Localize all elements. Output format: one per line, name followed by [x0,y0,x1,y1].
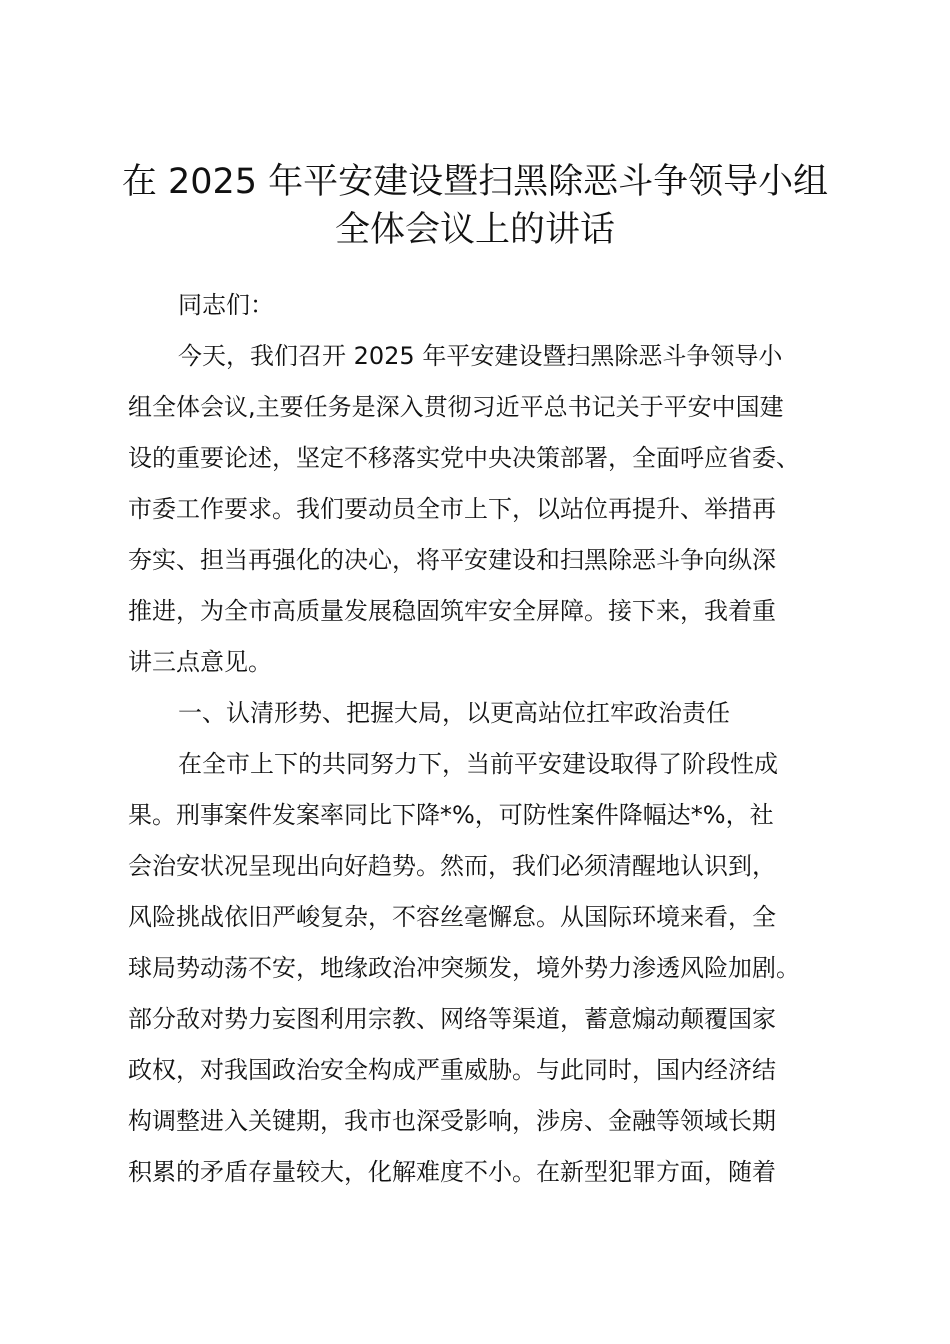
paragraph2-line: 果。刑事案件发案率同比下降*%，可防性案件降幅达*%，社 [128,801,774,829]
paragraph1-line: 今天，我们召开 2025 年平安建设暨扫黑除恶斗争领导小 [178,342,783,370]
title-line-2: 全体会议上的讲话 [334,210,615,250]
paragraph1-line: 市委工作要求。我们要动员全市上下，以站位再提升、举措再 [128,495,776,523]
section-heading-1: 一、认清形势、把握大局，以更高站位扛牢政治责任 [178,699,730,727]
document-title [110,158,840,254]
paragraph2-line: 球局势动荡不安，地缘政治冲突频发，境外势力渗透风险加剧。 [128,954,800,982]
paragraph1-line: 设的重要论述，坚定不移落实党中央决策部署，全面呼应省委、 [128,444,800,472]
document-body [128,280,850,1198]
paragraph2-line: 积累的矛盾存量较大，化解难度不小。在新型犯罪方面，随着 [128,1158,776,1186]
paragraph2-line: 会治安状况呈现出向好趋势。然而，我们必须清醒地认识到， [128,852,776,880]
paragraph2-line: 构调整进入关键期，我市也深受影响，涉房、金融等领域长期 [128,1107,776,1135]
paragraph2-line: 部分敌对势力妄图利用宗教、网络等渠道，蓄意煽动颠覆国家 [128,1005,776,1033]
paragraph1-line: 组全体会议,主要任务是深入贯彻习近平总书记关于平安中国建 [128,393,784,421]
paragraph1-line: 推进，为全市高质量发展稳固筑牢安全屏障。接下来，我着重 [128,597,776,625]
paragraph2-line: 在全市上下的共同努力下，当前平安建设取得了阶段性成 [178,750,778,778]
salutation: 同志们： [178,291,274,319]
paragraph2-line: 风险挑战依旧严峻复杂，不容丝毫懈怠。从国际环境来看，全 [128,903,776,931]
paragraph1-line: 夯实、担当再强化的决心，将平安建设和扫黑除恶斗争向纵深 [128,546,776,574]
paragraph2-line: 政权，对我国政治安全构成严重威胁。与此同时，国内经济结 [128,1056,776,1084]
paragraph1-line: 讲三点意见。 [128,648,272,676]
title-line-1: 在 2025 年平安建设暨扫黑除恶斗争领导小组 [121,162,829,202]
